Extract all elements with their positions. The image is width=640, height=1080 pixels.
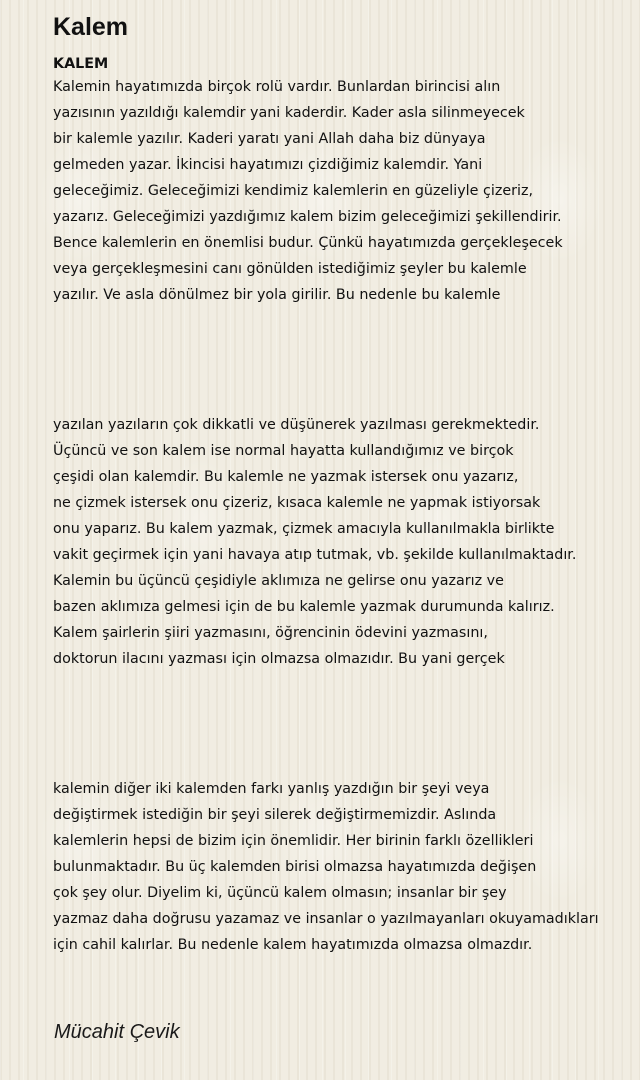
poem-line: yazısının yazıldığı kalemdir yani kaderdir. Kader asla silinmeyecek — [53, 105, 525, 121]
poem-line: vakit geçirmek için yani havaya atıp tutmak, vb. şekilde kullanılmaktadır. — [53, 547, 577, 563]
poem-line: çeşidi olan kalemdir. Bu kalemle ne yazmak istersek onu yazarız, — [53, 469, 519, 485]
poem-line: yazılan yazıların çok dikkatli ve düşünerek yazılması gerekmektedir. — [53, 417, 540, 433]
poem-line: Kalemin bu üçüncü çeşidiyle aklımıza ne gelirse onu yazarız ve — [53, 573, 504, 589]
poem-line: geleceğimiz. Geleceğimizi kendimiz kalemlerin en güzeliyle çizeriz, — [53, 183, 534, 199]
poem-line: veya gerçekleşmesini canı gönülden istediğimiz şeyler bu kalemle — [53, 261, 527, 277]
poem-line: çok şey olur. Diyelim ki, üçüncü kalem olmasın; insanlar bir şey — [53, 885, 507, 901]
poem-line: değiştirmek istediğin bir şeyi silerek değiştirmemizdir. Aslında — [53, 807, 497, 823]
poem-line: yazarız. Geleceğimizi yazdığımız kalem bizim geleceğimizi şekillendirir. — [53, 209, 562, 225]
stanza-1 — [53, 74, 638, 308]
poem-line: yazılır. Ve asla dönülmez bir yola girilir. Bu nedenle bu kalemle — [53, 287, 501, 303]
poem-line: ne çizmek istersek onu çizeriz, kısaca kalemle ne yapmak istiyorsak — [53, 495, 541, 511]
poem-line: için cahil kalırlar. Bu nedenle kalem hayatımızda olmazsa olmazdır. — [53, 937, 533, 953]
poem-line: doktorun ilacını yazması için olmazsa olmazıdır. Bu yani gerçek — [53, 651, 505, 667]
poem-line: gelmeden yazar. İkincisi hayatımızı çizdiğimiz kalemdir. Yani — [53, 157, 483, 173]
poem-line: bulunmaktadır. Bu üç kalemden birisi olmazsa hayatımızda değişen — [53, 859, 537, 875]
poem-line: kalemlerin hepsi de bizim için önemlidir. Her birinin farklı özellikleri — [53, 833, 534, 849]
poem-body — [53, 55, 638, 958]
poem-line: Kalemin hayatımızda birçok rolü vardır. Bunlardan birincisi alın — [53, 79, 501, 95]
poem-title: Kalem — [53, 13, 129, 41]
poem-line: yazmaz daha doğrusu yazamaz ve insanlar o yazılmayanları okuyamadıkları — [53, 911, 599, 927]
stanza-3 — [53, 776, 638, 958]
poem-line: bir kalemle yazılır. Kaderi yaratı yani Allah daha biz dünyaya — [53, 131, 486, 147]
poem-heading: KALEM — [53, 56, 109, 72]
poem-line: onu yaparız. Bu kalem yazmak, çizmek amacıyla kullanılmakla birlikte — [53, 521, 555, 537]
poem-line: Kalem şairlerin şiiri yazmasını, öğrencinin ödevini yazmasını, — [53, 625, 488, 641]
poem-author: Mücahit Çevik — [54, 1021, 180, 1043]
poem-line: Bence kalemlerin en önemlisi budur. Çünkü hayatımızda gerçekleşecek — [53, 235, 563, 251]
poem-line: kalemin diğer iki kalemden farkı yanlış yazdığın bir şeyi veya — [53, 781, 490, 797]
stanza-2 — [53, 412, 638, 672]
poem-line: bazen aklımıza gelmesi için de bu kalemle yazmak durumunda kalırız. — [53, 599, 555, 615]
poem-line: Üçüncü ve son kalem ise normal hayatta kullandığımız ve birçok — [53, 443, 514, 459]
